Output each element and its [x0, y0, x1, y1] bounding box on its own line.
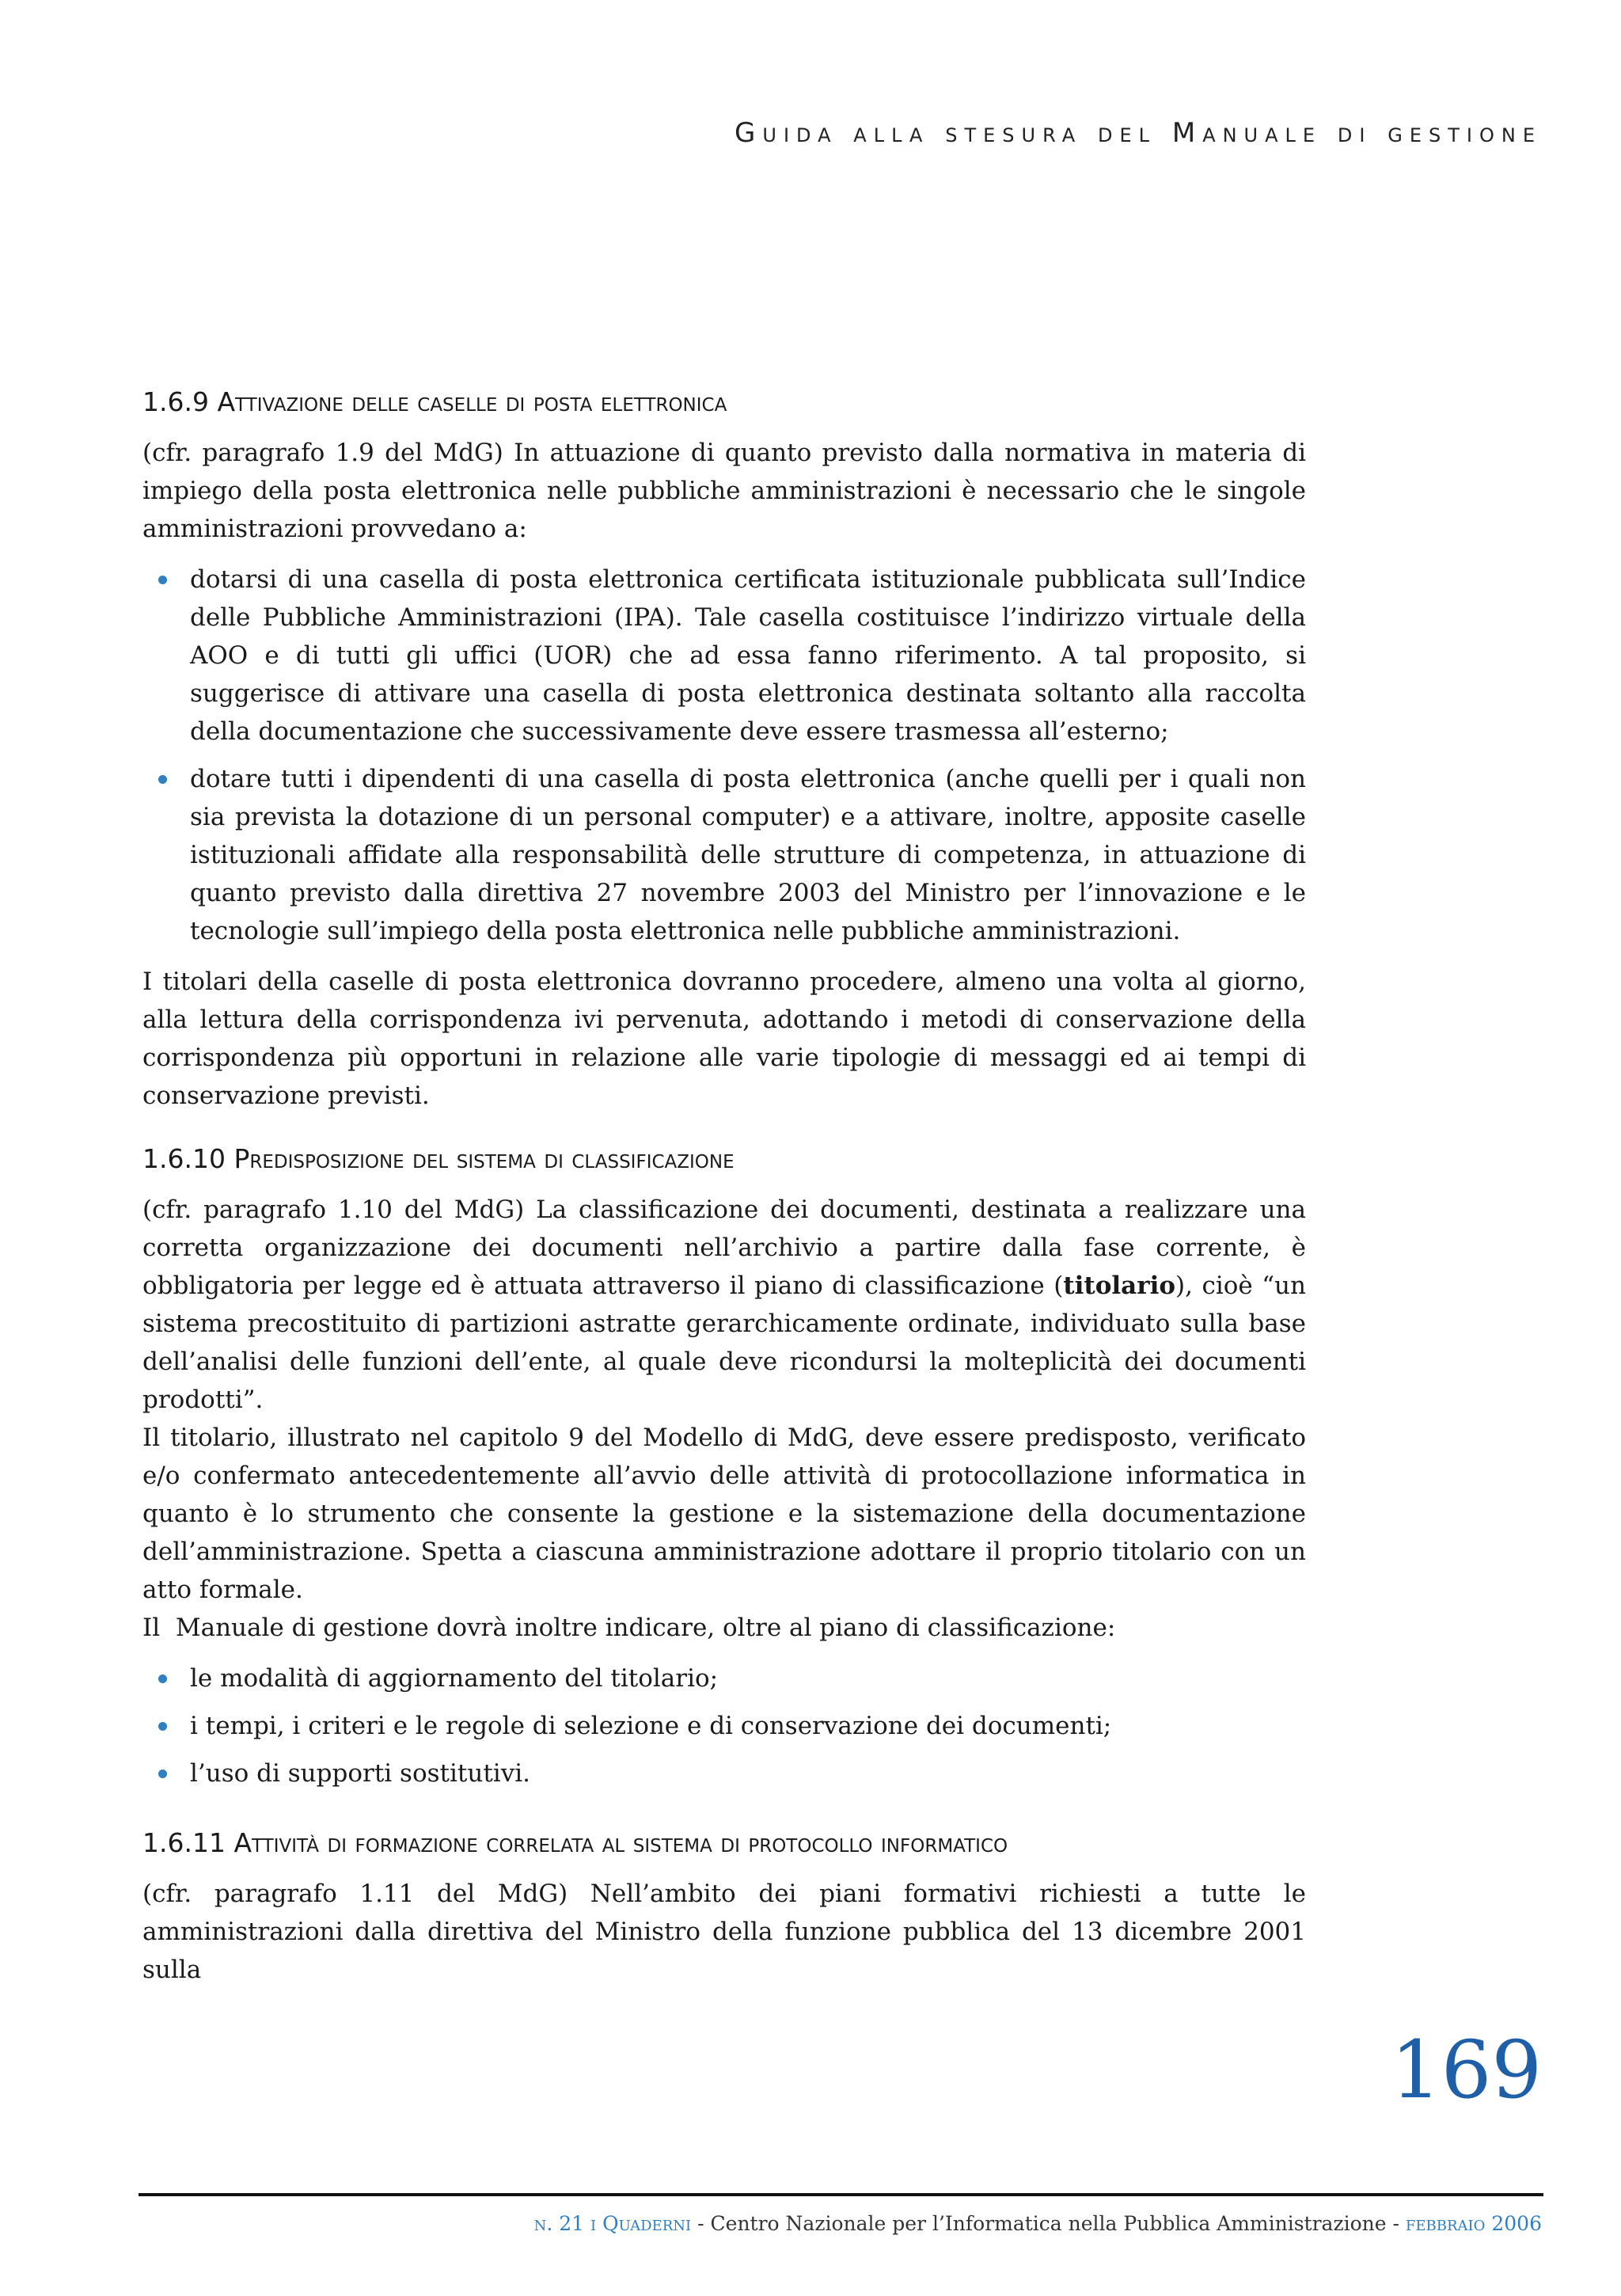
main-content — [142, 386, 1306, 1989]
bullet-list — [142, 561, 1306, 950]
list-item-text: dotarsi di una casella di posta elettronica certificata istituzionale pubblicata sull’Indice delle Pubbliche Amministrazioni (IPA). Tale casella costituisce l’indirizzo virtuale della AOO e di tutti gli uffici (UOR) che ad essa fanno riferimento. A tal proposito, si suggerisce di attivare una casella di posta elettronica destinata soltanto alla raccolta della documentazione che successivamente deve essere trasmessa all’esterno; — [190, 565, 1306, 746]
paragraph: Il Manuale di gestione dovrà inoltre indicare, oltre al piano di classificazione: — [142, 1614, 1116, 1642]
paragraph-text: ), cioè “un sistema precostituito di partizioni astratte gerarchicamente ordinate, individuato sulla base dell’analisi delle funzioni dell’ente, al quale deve ricondursi la molteplicità dei documenti prodotti”. — [142, 1272, 1306, 1414]
list-item — [190, 760, 1306, 950]
bullet-icon — [158, 1722, 167, 1731]
footer — [534, 2212, 1542, 2235]
running-header: Guida alla stesura del Manuale di gestione — [735, 117, 1542, 149]
footer-divider — [139, 2193, 1543, 2196]
list-item-text: le modalità di aggiornamento del titolario; — [190, 1664, 719, 1693]
footer-publisher: Centro Nazionale per l’Informatica nella Pubblica Amministrazione — [710, 2212, 1387, 2235]
footer-issue: n. 21 i Quaderni — [533, 2212, 692, 2235]
list-item — [190, 1659, 1306, 1697]
footer-separator: - — [691, 2212, 711, 2235]
paragraph: Il titolario, illustrato nel capitolo 9 del Modello di MdG, deve essere predisposto, verificato e/o confermato antecedentemente all’avvio delle attività di protocollazione informatica in quanto è lo strumento che consente la gestione e la sistemazione della documentazione dell’amministrazione. Spetta a ciascuna amministrazione adottare il proprio titolario con un atto formale. — [142, 1424, 1306, 1604]
bullet-list — [142, 1659, 1306, 1792]
footer-date: febbraio 2006 — [1405, 2212, 1542, 2235]
paragraph: I titolari della caselle di posta elettronica dovranno procedere, almeno una volta al giorno, alla lettura della corrispondenza ivi pervenuta, adottando i metodi di conservazione della corrispondenza più opportuni in relazione alle varie tipologie di messaggi ed ai tempi di conservazione previsti. — [142, 967, 1306, 1110]
section-title: 1.6.11 Attività di formazione correlata al sistema di protocollo informatico — [142, 1827, 1008, 1858]
paragraph: (cfr. paragrafo 1.11 del MdG) Nell’ambito dei piani formativi richiesti a tutte le amministrazioni dalla direttiva del Ministro della funzione pubblica del 13 dicembre 2001 sulla — [142, 1880, 1306, 1984]
list-item — [190, 1754, 1306, 1792]
list-item-text: dotare tutti i dipendenti di una casella di posta elettronica (anche quelli per i quali non sia prevista la dotazione di un personal computer) e a attivare, inoltre, apposite caselle istituzionali affidate alla responsabilità delle strutture di competenza, in attuazione di quanto previsto dalla direttiva 27 novembre 2003 del Ministro per l’innovazione e le tecnologie sull’impiego della posta elettronica nelle pubbliche amministrazioni. — [190, 765, 1306, 945]
paragraph — [142, 1191, 1306, 1419]
section-1-6-11 — [142, 1827, 1306, 1989]
list-item — [190, 1707, 1306, 1745]
bullet-icon — [158, 576, 167, 584]
section-title: 1.6.9 Attivazione delle caselle di posta elettronica — [142, 386, 727, 417]
section-title: 1.6.10 Predisposizione del sistema di classificazione — [142, 1143, 735, 1174]
section-1-6-9 — [142, 386, 1306, 1115]
section-1-6-10 — [142, 1143, 1306, 1792]
bullet-icon — [158, 775, 167, 784]
page-number: 169 — [1391, 2024, 1542, 2116]
list-item — [190, 561, 1306, 751]
paragraph-text: (cfr. paragrafo 1.10 del MdG) La classificazione dei documenti, destinata a realizzare una corretta organizzazione dei documenti nell’archivio a partire dalla fase corrente, è obbligatoria per legge ed è attuata attraverso il piano di classificazione ( — [142, 1196, 1306, 1300]
bullet-icon — [158, 1770, 167, 1778]
bullet-icon — [158, 1674, 167, 1683]
list-item-text: i tempi, i criteri e le regole di selezione e di conservazione dei documenti; — [190, 1712, 1112, 1740]
bold-term: titolario — [1063, 1272, 1176, 1300]
list-item-text: l’uso di supporti sostitutivi. — [190, 1759, 530, 1788]
footer-separator: - — [1386, 2212, 1406, 2235]
paragraph: (cfr. paragrafo 1.9 del MdG) In attuazione di quanto previsto dalla normativa in materia di impiego della posta elettronica nelle pubbliche amministrazioni è necessario che le singole amministrazioni provvedano a: — [142, 439, 1306, 543]
